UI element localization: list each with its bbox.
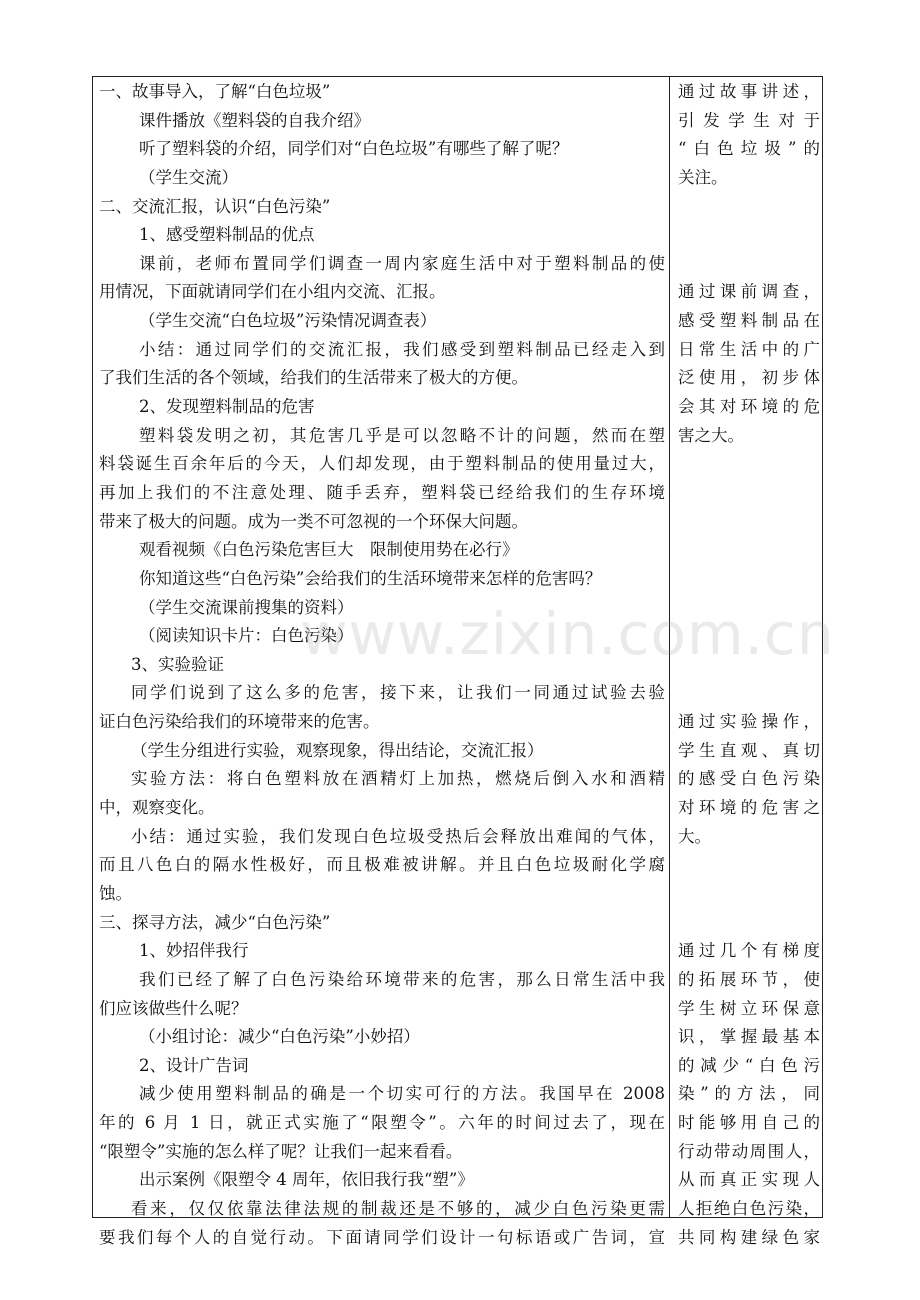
side-note-line: 会其对环境的危 bbox=[678, 397, 820, 417]
main-text-line: “限塑令”实施的怎么样了呢？让我们一起来看看。 bbox=[99, 1141, 463, 1161]
main-text-line: 料袋诞生百余年后的今天，人们却发现，由于塑料制品的使用量过大， bbox=[99, 454, 665, 474]
side-note-line bbox=[678, 565, 820, 594]
main-text-line: 2、发现塑料制品的危害 bbox=[139, 397, 315, 417]
main-text-line: 再加上我们的不注意处理、随手丢弃，塑料袋已经给我们的生存环境 bbox=[99, 482, 665, 502]
side-note-line: 通过几个有梯度 bbox=[678, 941, 820, 961]
teaching-process-column bbox=[99, 78, 665, 1252]
main-text-line: 蚀。 bbox=[99, 883, 132, 903]
side-note-line bbox=[678, 622, 820, 651]
side-note-line: 人拒绝白色污染， bbox=[678, 1198, 820, 1218]
side-note-line bbox=[678, 221, 820, 250]
side-note-line: 通过故事讲述， bbox=[678, 82, 820, 101]
main-text-line: 1、妙招伴我行 bbox=[139, 941, 249, 961]
side-note-line bbox=[678, 909, 820, 938]
side-note-line bbox=[678, 880, 820, 909]
main-text-line: 而且八色白的隔水性极好，而且极难被讲解。并且白色垃圾耐化学腐 bbox=[99, 855, 665, 875]
column-divider bbox=[669, 76, 670, 1218]
main-text-line: 用情况，下面就请同学们在小组内交流、汇报。 bbox=[99, 282, 446, 302]
main-text-line: 课件播放《塑料袋的自我介绍》 bbox=[139, 110, 370, 130]
watermark: www.zixin.com.cn bbox=[300, 600, 835, 668]
side-note-line bbox=[678, 536, 820, 565]
side-note-line: 的拓展环节，使 bbox=[678, 969, 820, 989]
side-note-line bbox=[678, 851, 820, 880]
side-note-line: 引发学生对于 bbox=[678, 110, 820, 130]
main-text-line: 了我们生活的各个领域，给我们的生活带来了极大的方便。 bbox=[99, 368, 528, 388]
main-text-line: 2、设计广告词 bbox=[139, 1055, 249, 1075]
main-text-line: 小结：通过实验，我们发现白色垃圾受热后会释放出难闻的气体， bbox=[131, 826, 665, 846]
side-note-line: 通过课前调查， bbox=[678, 282, 820, 302]
main-text-line: （阅读知识卡片：白色污染） bbox=[139, 626, 354, 646]
side-note-line: 行动带动周围人， bbox=[678, 1141, 820, 1161]
side-note-line: 的感受白色污染 bbox=[678, 769, 820, 789]
side-note-line: 的减少“白色污 bbox=[678, 1055, 820, 1075]
main-text-line: 我们已经了解了白色污染给环境带来的危害，那么日常生活中我 bbox=[139, 969, 665, 989]
side-note-line: “白色垃圾”的 bbox=[678, 139, 820, 159]
main-text-line: （学生交流课前搜集的资料） bbox=[139, 597, 354, 617]
side-note-line bbox=[678, 508, 820, 537]
main-text-line: 证白色污染给我们的环境带来的危害。 bbox=[99, 712, 380, 732]
side-note-line bbox=[678, 250, 820, 279]
main-text-line: 课前，老师布置同学们调查一周内家庭生活中对于塑料制品的使 bbox=[139, 253, 665, 273]
side-note-line: 识，掌握最基本 bbox=[678, 1027, 820, 1047]
main-text-line: 一、故事导入，了解“白色垃圾” bbox=[99, 82, 331, 101]
design-intent-column bbox=[678, 78, 820, 1252]
side-note-line: 对环境的危害之 bbox=[678, 798, 820, 818]
side-note-line bbox=[678, 450, 820, 479]
side-note-line bbox=[678, 193, 820, 222]
side-note-line: 日常生活中的广 bbox=[678, 339, 820, 359]
main-text-line: 看来，仅仅依靠法律法规的制裁还是不够的，减少白色污染更需 bbox=[131, 1198, 665, 1218]
side-note-line: 染”的方法，同 bbox=[678, 1084, 820, 1104]
main-text-line: 中，观察变化。 bbox=[99, 798, 215, 818]
main-text-line: （学生分组进行实验，观察现象，得出结论，交流汇报） bbox=[131, 740, 544, 760]
main-text-line: 同学们说到了这么多的危害，接下来，让我们一同通过试验去验 bbox=[131, 683, 665, 703]
side-note-line: 害之大。 bbox=[678, 425, 744, 445]
side-note-line bbox=[678, 679, 820, 708]
main-text-line: 塑料袋发明之初，其危害几乎是可以忽略不计的问题，然而在塑 bbox=[139, 425, 665, 445]
main-text-line: 实验方法：将白色塑料放在酒精灯上加热，燃烧后倒入水和酒精 bbox=[131, 769, 665, 789]
side-note-line: 关注。 bbox=[678, 167, 728, 187]
main-text-line: 年的 6 月 1 日，就正式实施了“限塑令”。六年的时间过去了，现在 bbox=[99, 1113, 665, 1133]
main-text-line: （学生交流） bbox=[139, 167, 238, 187]
side-note-line: 学生树立环保意 bbox=[678, 998, 820, 1018]
side-note-line: 学生直观、真切 bbox=[678, 740, 820, 760]
main-text-line: 3、实验验证 bbox=[131, 654, 224, 674]
side-note-line: 共同构建绿色家 bbox=[678, 1227, 820, 1247]
side-note-line bbox=[678, 594, 820, 623]
main-text-line: 要我们每个人的自觉行动。下面请同学们设计一句标语或广告词，宣 bbox=[99, 1227, 665, 1247]
main-text-line: 二、交流汇报，认识“白色污染” bbox=[99, 196, 331, 216]
main-text-line: 小结：通过同学们的交流汇报，我们感受到塑料制品已经走入到 bbox=[139, 339, 665, 359]
side-note-line: 通过实验操作， bbox=[678, 712, 820, 732]
main-text-line: 观看视频《白色污染危害巨大 限制使用势在必行》 bbox=[139, 540, 519, 560]
main-text-line: 你知道这些“白色污染”会给我们的生活环境带来怎样的危害吗？ bbox=[139, 568, 602, 588]
main-text-line: 听了塑料袋的介绍，同学们对“白色垃圾”有哪些了解了呢？ bbox=[139, 139, 569, 159]
main-text-line: 出示案例《限塑令 4 周年，依旧我行我“塑”》 bbox=[139, 1170, 474, 1190]
side-note-line: 感受塑料制品在 bbox=[678, 311, 820, 331]
side-note-line: 从而真正实现人 bbox=[678, 1170, 820, 1190]
main-text-line: 三、探寻方法，减少“白色污染” bbox=[99, 912, 331, 932]
side-note-line bbox=[678, 651, 820, 680]
main-text-line: 们应该做些什么呢？ bbox=[99, 998, 248, 1018]
main-text-line: 1、感受塑料制品的优点 bbox=[139, 225, 315, 245]
side-note-line: 大。 bbox=[678, 826, 711, 846]
side-note-line bbox=[678, 479, 820, 508]
main-text-line: （学生交流“白色垃圾”污染情况调查表） bbox=[139, 311, 437, 331]
main-text-line: 减少使用塑料制品的确是一个切实可行的方法。我国早在 2008 bbox=[139, 1084, 665, 1104]
main-text-line: （小组讨论：减少“白色污染”小妙招） bbox=[139, 1027, 420, 1047]
side-note-line: 泛使用，初步体 bbox=[678, 368, 820, 388]
main-text-line: 带来了极大的问题。成为一类不可忽视的一个环保大问题。 bbox=[99, 511, 528, 531]
side-note-line: 时能够用自己的 bbox=[678, 1113, 820, 1133]
